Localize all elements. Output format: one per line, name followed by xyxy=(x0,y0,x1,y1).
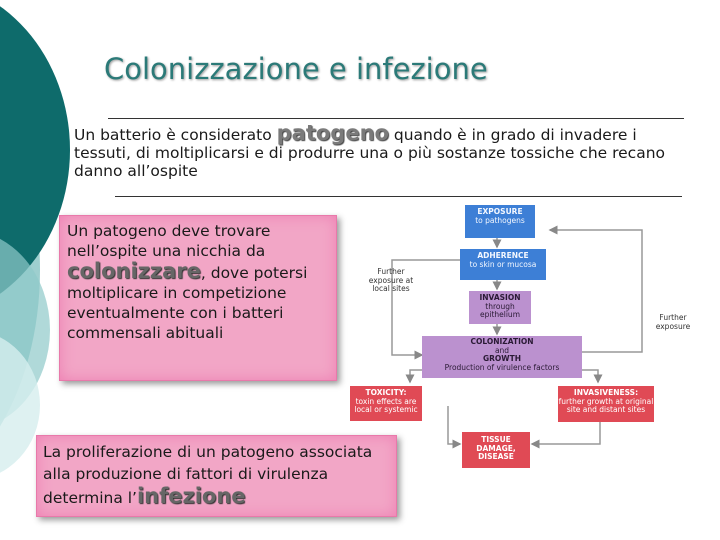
divider xyxy=(108,118,684,119)
invasion-subtitle: through epithelium xyxy=(480,301,520,319)
box1-text-end: , dove potersi moltiplicare in competizione eventualmente con i batteri commensali abituali xyxy=(67,264,308,342)
colonization-title: COLONIZATION xyxy=(470,337,534,346)
invasion-step xyxy=(469,291,531,324)
tissue-damage-step xyxy=(462,432,530,468)
toxicity-step xyxy=(350,386,422,421)
growth-title: GROWTH xyxy=(483,354,521,363)
box2-text-start: La proliferazione di un patogeno associata alla produzione di fattori di virulenza determina l’ xyxy=(43,443,373,507)
further-exposure-label: Further exposure xyxy=(655,313,691,331)
box1-text-start: Un patogeno deve trovare nell’ospite una nicchia da xyxy=(67,222,271,260)
keyword-patogeno: patogeno xyxy=(276,121,389,145)
invasion-title: INVASION xyxy=(479,293,521,302)
invasiveness-step xyxy=(558,386,654,422)
keyword-colonizzare: colonizzare xyxy=(67,259,201,283)
intro-text xyxy=(74,121,694,180)
diagram-arrows xyxy=(350,200,700,470)
exposure-step xyxy=(465,205,535,238)
adherence-step xyxy=(460,249,546,280)
further-exposure-local-label: Further exposure at local sites xyxy=(368,267,414,293)
intro-text-end: quando è in grado di invadere i tessuti, di moltiplicarsi e di produrre una o più sostanze tossiche che recano danno all’ospite xyxy=(74,126,666,180)
exposure-title: EXPOSURE xyxy=(477,207,523,216)
keyword-infezione: infezione xyxy=(136,484,246,508)
adherence-subtitle: to skin or mucosa xyxy=(469,259,537,269)
colonization-subtitle: Production of virulence factors xyxy=(444,362,560,372)
toxicity-subtitle: toxin effects are local or systemic xyxy=(354,396,418,414)
adherence-title: ADHERENCE xyxy=(477,251,529,260)
tissue-damage-title: TISSUE DAMAGE, DISEASE xyxy=(476,435,516,461)
toxicity-title: TOXICITY: xyxy=(365,388,407,397)
invasiveness-subtitle: further growth at original site and distant sites xyxy=(558,396,654,414)
intro-text-start: Un batterio è considerato xyxy=(74,126,277,144)
invasiveness-title: INVASIVENESS: xyxy=(573,388,639,397)
infection-textbox xyxy=(36,435,397,517)
divider xyxy=(115,196,682,197)
colonization-textbox xyxy=(59,215,337,381)
colonization-step xyxy=(422,336,582,378)
pathogenesis-diagram xyxy=(350,200,700,470)
colonization-and: and xyxy=(494,345,510,355)
slide-title: Colonizzazione e infezione xyxy=(104,52,488,86)
exposure-subtitle: to pathogens xyxy=(475,215,525,225)
